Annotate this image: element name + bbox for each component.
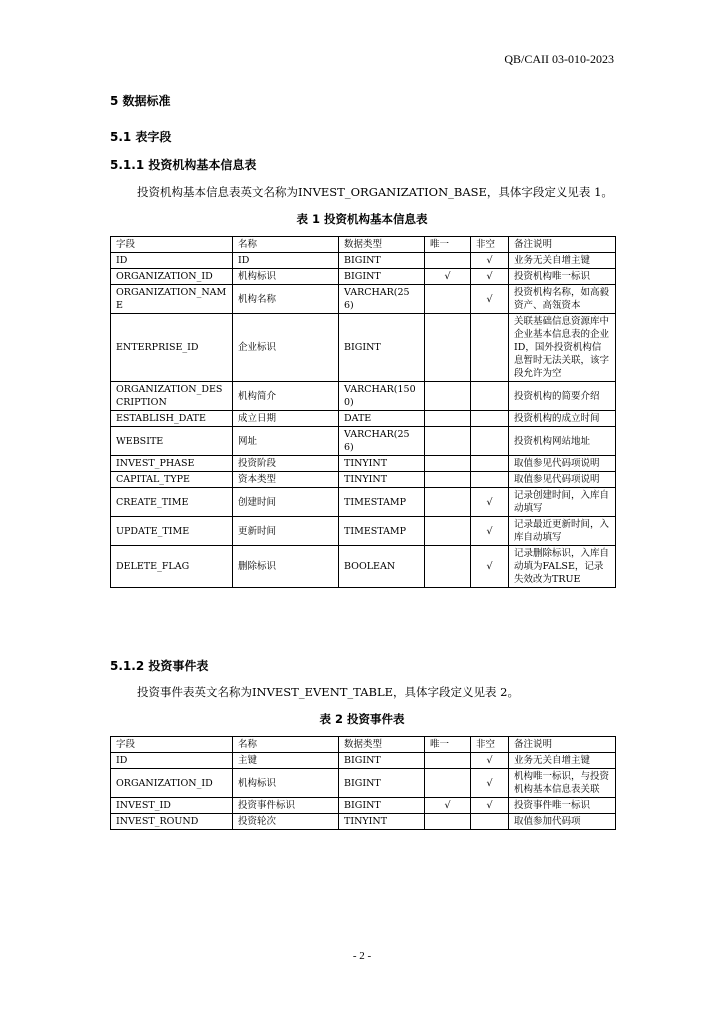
cell-datatype: BIGINT — [339, 769, 425, 798]
cell-datatype: TINYINT — [339, 472, 425, 488]
table-row — [111, 546, 616, 588]
cell-unique — [425, 472, 471, 488]
table-row — [111, 517, 616, 546]
cell-datatype: BOOLEAN — [339, 546, 425, 588]
cell-remarks: 投资机构唯一标识 — [509, 269, 616, 285]
page-number: - 2 - — [352, 950, 372, 962]
document-code: QB/CAII 03-010-2023 — [504, 52, 614, 66]
cell-unique — [425, 314, 471, 382]
cell-field: CAPITAL_TYPE — [111, 472, 233, 488]
table-row — [111, 269, 616, 285]
cell-unique: √ — [425, 269, 471, 285]
table-row — [111, 753, 616, 769]
cell-datatype: VARCHAR(256) — [339, 427, 425, 456]
cell-remarks: 业务无关自增主键 — [509, 753, 616, 769]
cell-unique — [425, 427, 471, 456]
cell-notnull: √ — [471, 488, 509, 517]
section-heading-5-1-1: 5.1.1 投资机构基本信息表 — [110, 158, 257, 172]
table-row — [111, 814, 616, 830]
table-row — [111, 488, 616, 517]
cell-name: ID — [233, 253, 339, 269]
cell-field: CREATE_TIME — [111, 488, 233, 517]
cell-name: 资本类型 — [233, 472, 339, 488]
section-heading-5-1: 5.1 表字段 — [110, 130, 172, 144]
cell-datatype: TIMESTAMP — [339, 488, 425, 517]
cell-field: WEBSITE — [111, 427, 233, 456]
cell-datatype: TINYINT — [339, 814, 425, 830]
cell-name: 更新时间 — [233, 517, 339, 546]
cell-notnull: √ — [471, 285, 509, 314]
cell-unique — [425, 253, 471, 269]
table-row — [111, 472, 616, 488]
cell-datatype: DATE — [339, 411, 425, 427]
column-header-unique: 唯一 — [425, 737, 471, 753]
cell-remarks: 记录最近更新时间，入库自动填写 — [509, 517, 616, 546]
cell-notnull — [471, 456, 509, 472]
cell-field: ORGANIZATION_ID — [111, 769, 233, 798]
table2-intro-paragraph: 投资事件表英文名称为INVEST_EVENT_TABLE，具体字段定义见表 2。 — [137, 685, 519, 699]
cell-name: 成立日期 — [233, 411, 339, 427]
cell-field: ID — [111, 253, 233, 269]
cell-notnull: √ — [471, 517, 509, 546]
cell-name: 机构简介 — [233, 382, 339, 411]
cell-remarks: 记录创建时间，入库自动填写 — [509, 488, 616, 517]
cell-unique — [425, 769, 471, 798]
table-row — [111, 382, 616, 411]
cell-notnull — [471, 472, 509, 488]
cell-unique — [425, 517, 471, 546]
cell-field: ID — [111, 753, 233, 769]
cell-remarks: 投资机构的简要介绍 — [509, 382, 616, 411]
cell-name: 机构标识 — [233, 269, 339, 285]
column-header-field: 字段 — [111, 737, 233, 753]
cell-field: ESTABLISH_DATE — [111, 411, 233, 427]
cell-unique — [425, 753, 471, 769]
column-header-remarks: 备注说明 — [509, 237, 616, 253]
column-header-remarks: 备注说明 — [509, 737, 616, 753]
cell-remarks: 投资机构名称，如高毅资产、高瓴资本 — [509, 285, 616, 314]
column-header-name: 名称 — [233, 737, 339, 753]
table2-header-row — [111, 737, 616, 753]
cell-name: 企业标识 — [233, 314, 339, 382]
table-row — [111, 769, 616, 798]
cell-field: INVEST_ID — [111, 798, 233, 814]
cell-datatype: BIGINT — [339, 253, 425, 269]
table1-intro-paragraph: 投资机构基本信息表英文名称为INVEST_ORGANIZATION_BASE，具体字段定义见表 1。 — [137, 185, 613, 199]
cell-notnull — [471, 814, 509, 830]
cell-datatype: BIGINT — [339, 798, 425, 814]
cell-notnull: √ — [471, 769, 509, 798]
cell-remarks: 关联基础信息资源库中企业基本信息表的企业ID，国外投资机构信息暂时无法关联，该字段允许为空 — [509, 314, 616, 382]
table1-caption: 表 1 投资机构基本信息表 — [296, 212, 428, 226]
column-header-name: 名称 — [233, 237, 339, 253]
cell-notnull: √ — [471, 753, 509, 769]
cell-field: INVEST_ROUND — [111, 814, 233, 830]
cell-unique — [425, 488, 471, 517]
cell-name: 投资事件标识 — [233, 798, 339, 814]
table1-header-row — [111, 237, 616, 253]
cell-remarks: 机构唯一标识，与投资机构基本信息表关联 — [509, 769, 616, 798]
column-header-notnull: 非空 — [471, 237, 509, 253]
cell-notnull: √ — [471, 269, 509, 285]
cell-datatype: TINYINT — [339, 456, 425, 472]
cell-field: ORGANIZATION_DESCRIPTION — [111, 382, 233, 411]
cell-name: 网址 — [233, 427, 339, 456]
cell-datatype: BIGINT — [339, 753, 425, 769]
table-row — [111, 456, 616, 472]
cell-remarks: 取值参加代码项 — [509, 814, 616, 830]
table-row — [111, 253, 616, 269]
cell-name: 投资阶段 — [233, 456, 339, 472]
section-heading-5-1-2: 5.1.2 投资事件表 — [110, 659, 209, 673]
cell-remarks: 取值参见代码项说明 — [509, 456, 616, 472]
cell-name: 删除标识 — [233, 546, 339, 588]
table-row — [111, 427, 616, 456]
cell-datatype: BIGINT — [339, 314, 425, 382]
cell-name: 机构标识 — [233, 769, 339, 798]
cell-name: 创建时间 — [233, 488, 339, 517]
table-row — [111, 314, 616, 382]
section-heading-5: 5 数据标准 — [110, 94, 171, 108]
table2-caption: 表 2 投资事件表 — [319, 712, 405, 726]
cell-notnull — [471, 382, 509, 411]
column-header-datatype: 数据类型 — [339, 737, 425, 753]
column-header-unique: 唯一 — [425, 237, 471, 253]
cell-notnull: √ — [471, 546, 509, 588]
cell-unique: √ — [425, 798, 471, 814]
cell-unique — [425, 814, 471, 830]
column-header-datatype: 数据类型 — [339, 237, 425, 253]
cell-notnull: √ — [471, 798, 509, 814]
cell-unique — [425, 382, 471, 411]
cell-remarks: 投资事件唯一标识 — [509, 798, 616, 814]
cell-field: ENTERPRISE_ID — [111, 314, 233, 382]
cell-unique — [425, 456, 471, 472]
cell-field: UPDATE_TIME — [111, 517, 233, 546]
cell-datatype: BIGINT — [339, 269, 425, 285]
cell-datatype: VARCHAR(256) — [339, 285, 425, 314]
cell-name: 机构名称 — [233, 285, 339, 314]
table2 — [110, 736, 616, 830]
table-row — [111, 285, 616, 314]
cell-field: DELETE_FLAG — [111, 546, 233, 588]
cell-field: ORGANIZATION_ID — [111, 269, 233, 285]
cell-notnull — [471, 314, 509, 382]
cell-remarks: 投资机构的成立时间 — [509, 411, 616, 427]
cell-field: ORGANIZATION_NAME — [111, 285, 233, 314]
cell-unique — [425, 285, 471, 314]
column-header-field: 字段 — [111, 237, 233, 253]
cell-unique — [425, 411, 471, 427]
cell-name: 主键 — [233, 753, 339, 769]
cell-notnull: √ — [471, 253, 509, 269]
cell-notnull — [471, 411, 509, 427]
cell-name: 投资轮次 — [233, 814, 339, 830]
cell-remarks: 记录删除标识，入库自动填为FALSE，记录失效改为TRUE — [509, 546, 616, 588]
table-row — [111, 798, 616, 814]
table-row — [111, 411, 616, 427]
cell-unique — [425, 546, 471, 588]
cell-field: INVEST_PHASE — [111, 456, 233, 472]
cell-datatype: TIMESTAMP — [339, 517, 425, 546]
cell-remarks: 取值参见代码项说明 — [509, 472, 616, 488]
column-header-notnull: 非空 — [471, 737, 509, 753]
cell-notnull — [471, 427, 509, 456]
cell-remarks: 业务无关自增主键 — [509, 253, 616, 269]
table1 — [110, 236, 616, 588]
cell-datatype: VARCHAR(1500) — [339, 382, 425, 411]
cell-remarks: 投资机构网站地址 — [509, 427, 616, 456]
